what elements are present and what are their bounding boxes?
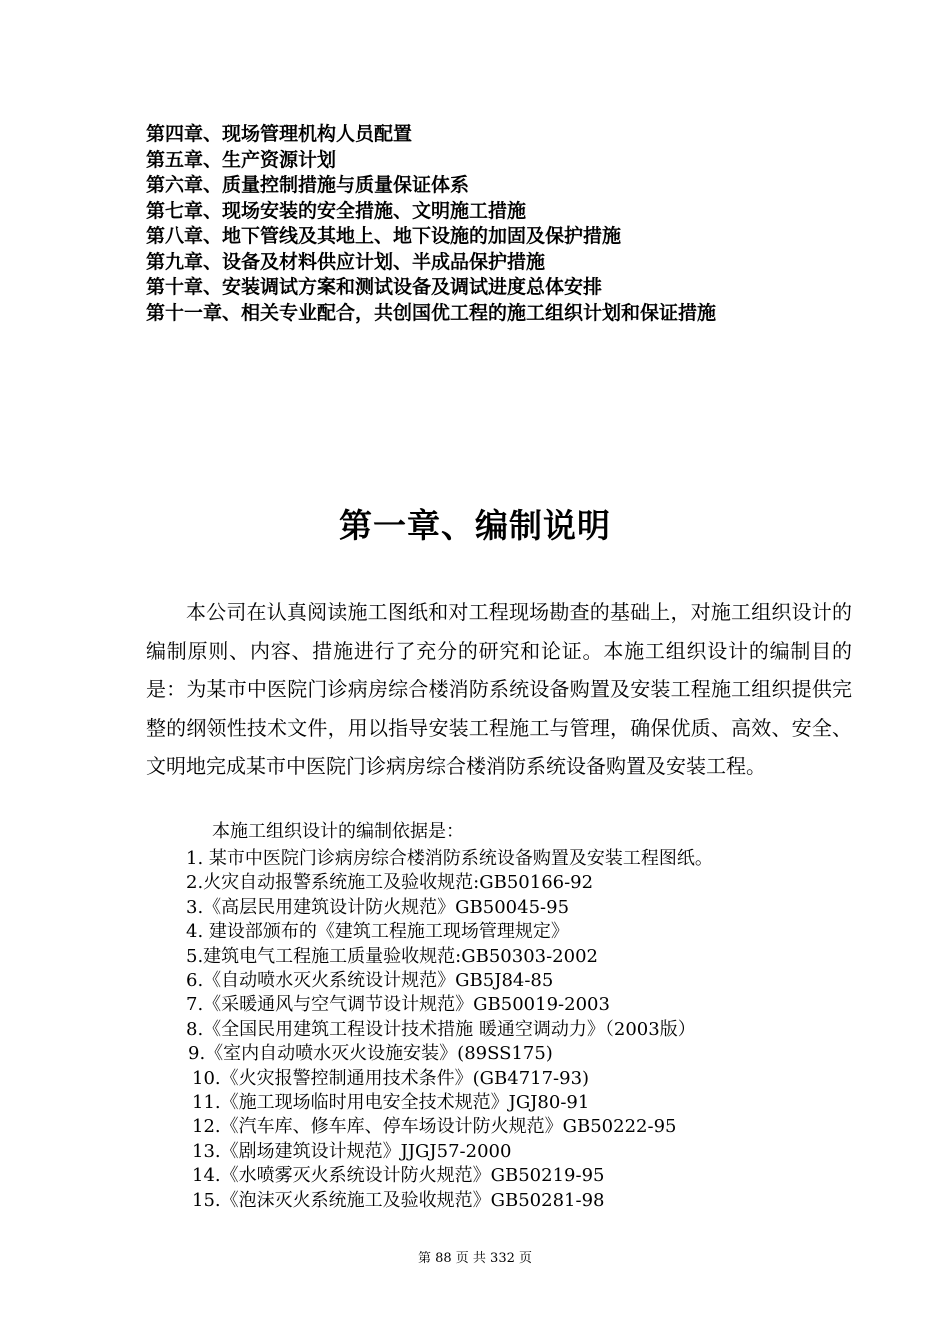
page-footer: 第 88 页 共 332 页 [417,1251,533,1266]
table-of-contents [146,122,906,326]
list-item: 4. 建设部颁布的《建筑工程施工现场管理规定》 [186,921,569,943]
list-item: 3.《高层民用建筑设计防火规范》GB50045-95 [186,896,570,918]
list-item: 1. 某市中医院门诊病房综合楼消防系统设备购置及安装工程图纸。 [186,848,713,869]
basis-heading: 本施工组织设计的编制依据是： [212,821,464,842]
chapter-title: 第一章、编制说明 [339,506,611,545]
toc-item: 第九章、设备及材料供应计划、半成品保护措施 [146,250,546,273]
toc-item: 第十一章、相关专业配合，共创国优工程的施工组织计划和保证措施 [146,301,717,324]
toc-item: 第八章、地下管线及其地上、地下设施的加固及保护措施 [146,225,622,247]
toc-item: 第五章、生产资源计划 [146,148,337,171]
list-item: 7.《采暖通风与空气调节设计规范》GB50019-2003 [186,994,610,1016]
list-item: 2.火灾自动报警系统施工及验收规范:GB50166-92 [186,872,594,894]
list-item: 9.《室内自动喷水灭火设施安装》(89SS175) [188,1043,553,1065]
list-item: 11.《施工现场临时用电安全技术规范》JGJ80-91 [192,1092,590,1114]
list-item: 10.《火灾报警控制通用技术条件》(GB4717-93) [192,1067,590,1089]
list-item: 15.《泡沫灭火系统施工及验收规范》GB50281-98 [192,1189,605,1211]
list-item: 6.《自动喷水灭火系统设计规范》GB5J84-85 [186,970,554,992]
list-item: 14.《水喷雾灭火系统设计防火规范》GB50219-95 [192,1165,605,1187]
toc-item: 第四章、现场管理机构人员配置 [146,123,413,145]
list-item: 5.建筑电气工程施工质量验收规范:GB50303-2002 [186,945,598,967]
intro-paragraph: 本公司在认真阅读施工图纸和对工程现场勘查的基础上，对施工组织设计的编制原则、内容、措施进行了充分的研究和论证。本施工组织设计的编制目的是：为某市中医院门诊病房综合楼消防系统设备购置及安装工程施工组织提供完整的纲领性技术文件，用以指导安装工程施工与管理，确保优质、高效、安全、文明地完成某市中医院门诊病房综合楼消防系统设备购置及安装工程。 [146,600,852,778]
list-item: 8.《全国民用建筑工程设计技术措施 暖通空调动力》（2003版） [186,1018,696,1040]
toc-item: 第十章、安装调试方案和测试设备及调试进度总体安排 [146,276,603,298]
list-item: 13.《剧场建筑设计规范》JJGJ57-2000 [192,1140,512,1162]
toc-item: 第七章、现场安装的安全措施、文明施工措施 [146,199,527,222]
list-item: 12.《汽车库、修车库、停车场设计防火规范》GB50222-95 [192,1116,677,1138]
basis-list [186,847,886,1213]
toc-item: 第六章、质量控制措施与质量保证体系 [146,174,470,196]
